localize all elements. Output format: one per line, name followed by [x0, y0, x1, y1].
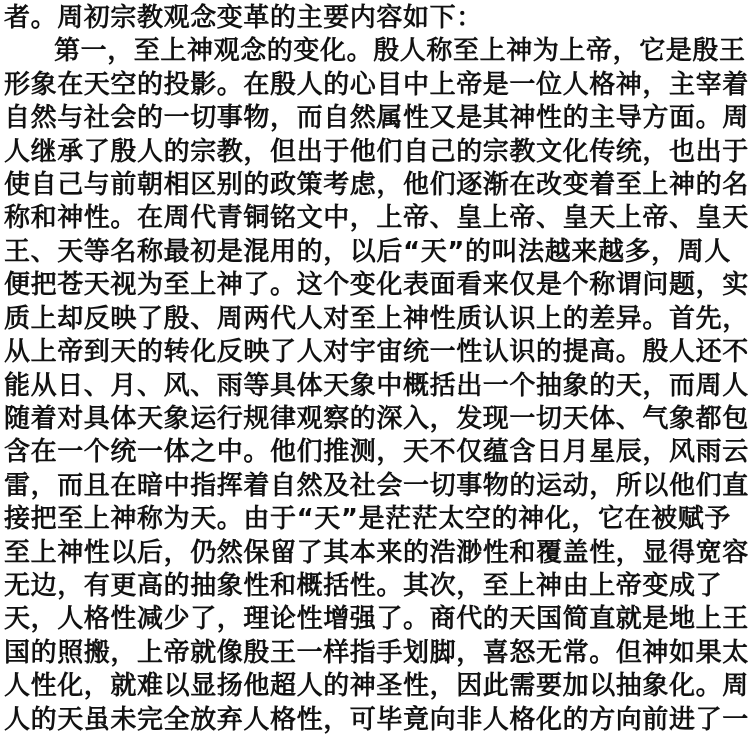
- text-line-12: 能从日、月、风、雨等具体天象中概括出一个抽象的天，而周人: [4, 371, 749, 401]
- text-line-10: 质上却反映了殷、周两代人对至上神性质认识上的差异。首先，: [4, 304, 749, 334]
- text-line-8: 王、天等名称最初是混用的，以后“天”的叫法越来越多，周人: [4, 237, 731, 267]
- text-line-4: 自然与社会的一切事物，而自然属性又是其神性的主导方面。周: [4, 103, 749, 133]
- text-line-3: 形象在天空的投影。在殷人的心目中上帝是一位人格神，主宰着: [4, 70, 749, 100]
- text-line-1: 者。周初宗教观念变革的主要内容如下：: [4, 3, 483, 33]
- text-line-6: 使自己与前朝相区别的政策考虑，他们逐渐在改变着至上神的名: [4, 170, 749, 200]
- document-page: [4, 0, 749, 740]
- text-line-11: 从上帝到天的转化反映了人对宇宙统一性认识的提高。殷人还不: [4, 337, 749, 367]
- text-line-21: 人性化，就难以显扬他超人的神圣性，因此需要加以抽象化。周: [4, 671, 749, 701]
- text-line-16: 接把至上神称为天。由于“天”是茫茫太空的神化，它在被赋予: [4, 504, 731, 534]
- text-line-20: 国的照搬，上帝就像殷王一样指手划脚，喜怒无常。但神如果太: [4, 638, 749, 668]
- text-line-2: 第一，至上神观念的变化。殷人称至上神为上帝，它是殷王: [54, 36, 746, 66]
- text-line-19: 天，人格性减少了，理论性增强了。商代的天国简直就是地上王: [4, 604, 749, 634]
- text-line-7: 称和神性。在周代青铜铭文中，上帝、皇上帝、皇天上帝、皇天: [4, 203, 749, 233]
- text-line-18: 无边，有更高的抽象性和概括性。其次，至上神由上帝变成了: [4, 571, 723, 601]
- text-line-9: 便把苍天视为至上神了。这个变化表面看来仅是个称谓问题，实: [4, 270, 749, 300]
- text-line-17: 至上神性以后，仍然保留了其本来的浩渺性和覆盖性，显得宽容: [4, 538, 749, 568]
- text-line-15: 雷，而且在暗中指挥着自然及社会一切事物的运动，所以他们直: [4, 471, 749, 501]
- text-line-13: 随着对具体天象运行规律观察的深入，发现一切天体、气象都包: [4, 404, 749, 434]
- text-line-14: 含在一个统一体之中。他们推测，天不仅蕴含日月星辰，风雨云: [4, 437, 749, 467]
- text-line-22: 人的天虽未完全放弃人格性，可毕竟向非人格化的方向前进了一: [4, 705, 749, 735]
- text-line-5: 人继承了殷人的宗教，但出于他们自己的宗教文化传统，也出于: [4, 137, 749, 167]
